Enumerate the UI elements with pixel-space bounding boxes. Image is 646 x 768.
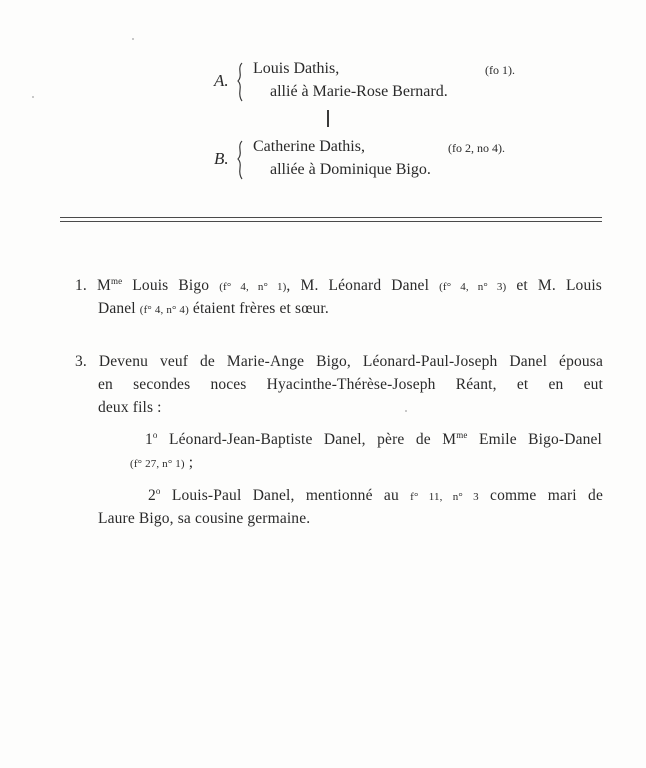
alliance-text: allié à Marie-Rose Bernard. [270,83,448,100]
entry-letter: A. [214,71,229,90]
folio-reference: (fo 2, no 4). [448,141,505,155]
descent-connector-line [327,110,329,127]
note-3-item-1-line-2: (f° 27, n° 1) ; [130,454,194,471]
entry-letter: B. [214,149,229,168]
note-number: 1. [75,277,87,294]
alliance-text: alliée à Dominique Bigo. [270,161,431,178]
folio-reference: f° 11, n° 3 [410,491,479,503]
brace-icon [236,60,246,104]
person-name: Catherine Dathis, [253,138,365,155]
folio-reference: (f° 27, n° 1) [130,458,185,470]
separator-rule-bottom [60,221,602,222]
folio-reference: (f° 4, n° 3) [439,281,507,293]
brace-icon [236,138,246,182]
note-3-item-2-line-2: Laure Bigo, sa cousine germaine. [98,510,311,527]
genealogy-entry-b [210,138,540,182]
note-3-item-2-line-1: 2$^o$ Louis-Paul Danel, mentionné au f° 11, n° 3 comme mari de [148,486,603,504]
note-1-line-1: 1. $M^{me}$ Louis Bigo (f° 4, n° 1), M. Léonard Danel (f° 4, n° 3) et M. Louis [75,276,602,294]
paper-speck [132,38,134,40]
note-number: 3. [75,353,87,370]
folio-reference: (fo 1). [485,63,515,77]
note-3-item-1-line-1: 1$^o$ Léonard-Jean-Baptiste Danel, père de $M^{me}$ Emile Bigo-Danel [145,430,602,448]
genealogy-entry-a [210,60,540,104]
note-1-line-2: Danel (f° 4, n° 4) étaient frères et sœur. [98,300,329,317]
note-3-line-2: en secondes noces Hyacinthe-Thérèse-Joseph Réant, et en eut [98,376,603,393]
note-3-line-3: deux fils : [98,399,162,416]
folio-reference: (f° 4, n° 4) [139,304,189,316]
folio-reference: (f° 4, n° 1) [219,281,287,293]
note-3-line-1: 3. Devenu veuf de Marie-Ange Bigo, Léonard-Paul-Joseph Danel épousa [75,353,603,370]
paper-speck [405,410,407,412]
separator-rule-top [60,217,602,218]
person-name: Louis Dathis, [253,60,340,77]
paper-speck [32,96,34,98]
